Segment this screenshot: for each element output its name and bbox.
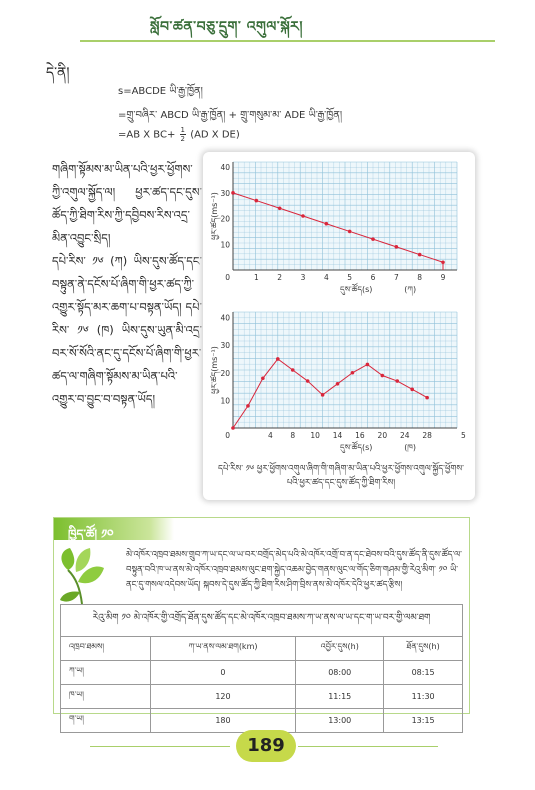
x-tick-label: 1 [253,273,259,282]
data-point [276,357,280,361]
page-number: 189 [236,730,296,762]
data-point [306,379,310,383]
data-point [410,388,414,392]
y-axis-label: ཕྱར་ཚད(ms⁻¹) [210,346,219,394]
page-header [0,0,535,46]
x-tick-label: 14 [332,431,343,440]
data-point [278,206,282,210]
table-header-cell: ཀ་ཡ་ནས་ལམ་ཐག(km) [150,637,296,661]
table-row [61,709,463,733]
table-row [61,685,463,709]
exercise-tab [54,518,174,540]
data-point [395,245,399,249]
figure-caption: དཔེ་རིས་ ༡༦ ཕྱར་ཕྱོགས་འགུལ་ཞིག་གི་གཞིག་མ་ཡིན་པའི་ཕྱར་ཕྱོགས་འགུལ་སྐྱོད་ཕྱོགས་པའི་ཕྱར་ཚད་དང་དུས་ཚོད་ཀྱི་ཐིག་རིས། [218,464,464,488]
table-cell: 180 [150,709,296,733]
table-cell: 08:00 [296,661,384,685]
footer-rule-right [298,746,438,747]
data-point [441,260,445,264]
y-tick-label: 10 [220,240,230,250]
x-tick-label: 9 [440,273,446,282]
formula-line-2: =གྲུ་བཞིར་ ABCD ཡི་རྒྱ་ཁྱོན། + གྲུ་གསུམ་མ་ ADE ཡི་རྒྱ་ཁྱོན། [118,110,343,121]
table-cell: ག་ཡ། [61,709,151,733]
data-point [395,379,399,383]
formula-line-1: s=ABCDE ཡི་རྒྱ་ཁྱོན། [118,86,203,97]
body-text [52,158,202,411]
origin-label: 0 [225,431,230,440]
y-tick-label: 20 [220,368,230,378]
x-tick-label: 10 [310,431,320,440]
origin-label: 0 [225,273,230,282]
exercise-title: ཁྱིད་ཚོ། ༡༠ [68,527,114,541]
x-tick-label: 5 [347,273,353,282]
table-header-row [61,637,463,661]
data-point [325,222,329,226]
data-point [301,214,305,218]
data-point [371,237,375,241]
x-tick-label: 2 [277,273,283,282]
body-paragraph-1: གཞིག་སྟོམས་མ་ཡིན་པའི་ཕྱར་ཕྱོགས་ཀྱི་འགུལ་སྐྱོད་ལ། ཕྱར་ཚད་དང་དུས་ཚོད་ཀྱི་ཐིག་རིས་ཀྱི་དབྱིབས་རིས་འདྲ་མིན་འབྱུང་སྲིད། [52,162,202,245]
x-tick-label: 6 [370,273,376,282]
table-cell: 0 [150,661,296,685]
x-tick-label: 8 [417,273,423,282]
x-tick-label: 3 [300,273,306,282]
x-end-label: 5 [461,431,466,440]
y-axis-label: ཕྱར་ཚད(ms⁻¹) [210,192,219,240]
y-tick-label: 30 [220,188,230,198]
table-header-cell: ཐོན་དུས(h) [384,637,463,661]
distance-time-table [60,604,463,733]
x-tick-label: 16 [355,431,365,440]
formula-line-3 [118,126,240,143]
table-cell: 11:30 [384,685,463,709]
data-point [381,374,385,378]
fraction [180,126,186,143]
table-row [61,661,463,685]
header-rule [80,40,495,42]
table-cell: 120 [150,685,296,709]
data-point [255,199,259,203]
table-header-cell: འབྱོར་དུས(h) [296,637,384,661]
running-title: སློབ་ཚན་བཅུ་དྲུག་ འགུལ་སྐོར། [150,19,303,35]
fraction-numerator: 1 [180,126,185,134]
table-cell: 11:15 [296,685,384,709]
x-tick-label: 4 [323,273,329,282]
x-tick-label: 20 [377,431,388,440]
data-point [321,393,325,397]
x-axis-label: དུས་ཚོད(s) [339,285,373,294]
y-tick-label: 40 [220,163,230,173]
data-point [231,426,235,430]
data-point [261,376,265,380]
x-tick-label: 8 [290,431,296,440]
x-axis-label: དུས་ཚོད(s) [339,443,373,452]
x-tick-label: 4 [267,431,273,440]
chart-sub-label: (ཁ) [404,443,417,452]
table-cell: ཀ་ཡ། [61,661,151,685]
chart-sub-label: (ཀ) [404,285,417,294]
y-tick-label: 10 [220,396,230,406]
exercise-box [53,517,470,725]
table-cell: 13:00 [296,709,384,733]
data-point [231,191,235,195]
fraction-denominator: 2 [180,135,185,143]
intro-label: དེ་ནི། [46,65,70,81]
x-tick-label: 28 [422,431,432,440]
velocity-time-charts [203,152,475,500]
data-point [366,363,370,367]
body-paragraph-2: དཔེ་རིས་ ༡༦ (ཀ) ཡིས་དུས་ཚོད་དང་བསྟུན་ནེ་དངོས་པོ་ཞིག་གི་ཕྱར་ཚད་ཀྱི་འགྱུར་སྟོད་མར་ཆག་པ་བསྟན་ཡོད། དཔེ་རིས་ ༡༦ (ཁ) ཡིས་དུས་ཡུན་མི་འདྲ་བར་སོ་སོའི་ནང་དུ་དངོས་པོ་ཞིག་གི་ཕྱར་ཚད་ལ་གཞིག་སྟོམས་མ་ཡིན་པའི་འགྱུར་བ་བྱུང་བ་བསྟན་ཡོད། [52,254,202,406]
data-point [425,396,429,400]
formula-part-a: =AB X BC+ [118,129,176,141]
table-cell: 08:15 [384,661,463,685]
data-point [351,371,355,375]
figure-card [203,152,475,500]
footer-rule-left [90,746,230,747]
data-point [246,404,250,408]
data-point [336,382,340,386]
x-tick-label: 7 [393,273,399,282]
table-header-cell: འཁྲབ་ཐམས། [61,637,151,661]
formula-part-b: (AD X DE) [190,129,240,141]
leaf-icon [56,542,108,606]
data-point [291,368,295,372]
y-tick-label: 30 [220,341,230,351]
data-point [348,230,352,234]
y-tick-label: 20 [220,214,230,224]
exercise-text: མེ་འཁོར་འཁྲབ་ཐམས་གྲུབ་ཀ་ཡ་དང་ལ་ཡ་བར་བགྲོད་མེད་པའི་མེ་འཁོར་འགྲོ་བ་ན་དང་ཐེབས་བའི་དུས་ཚོད་ནི་དུས་ཚོད་ལ་བསྟུན་བའི་ཁ་ཡ་ནས་མེ་འཁོར་འཁྲབ་ཐམས་ལུང་ཐག་སྐྱེད་འཆམ་བྱེད་གནས་ལུང་ལ་གོད་ཅིག་གཤམ་གྱི་རེའུ་མིག་ ༡༠ ཡི་ནང་དུ་གསལ་འདེབས་ཡོད། སྐབས་དེ་དུས་ཚོད་ཀྱི་ཐིག་རིས་ཤིག་བྲིས་ནས་མེ་འཁོར་དེའི་ཕྱར་ཚད་རྩིས། [126,550,462,590]
data-point [418,253,422,257]
table-cell: ཁ་ཡ། [61,685,151,709]
table-cell: 13:15 [384,709,463,733]
y-tick-label: 40 [220,313,230,323]
x-tick-label: 24 [399,431,410,440]
table-caption: རེའུ་མིག ༡༠ མེ་འཁོར་གྱི་འགྲོད་ཐོན་དུས་ཚོད་དང་མེ་འཁོར་འཁྲབ་ཐམས་ཀ་ཡ་ནས་ལ་ཡ་དང་ག་ཡ་བར་གྱི་ལམ་ཐག [60,604,463,636]
